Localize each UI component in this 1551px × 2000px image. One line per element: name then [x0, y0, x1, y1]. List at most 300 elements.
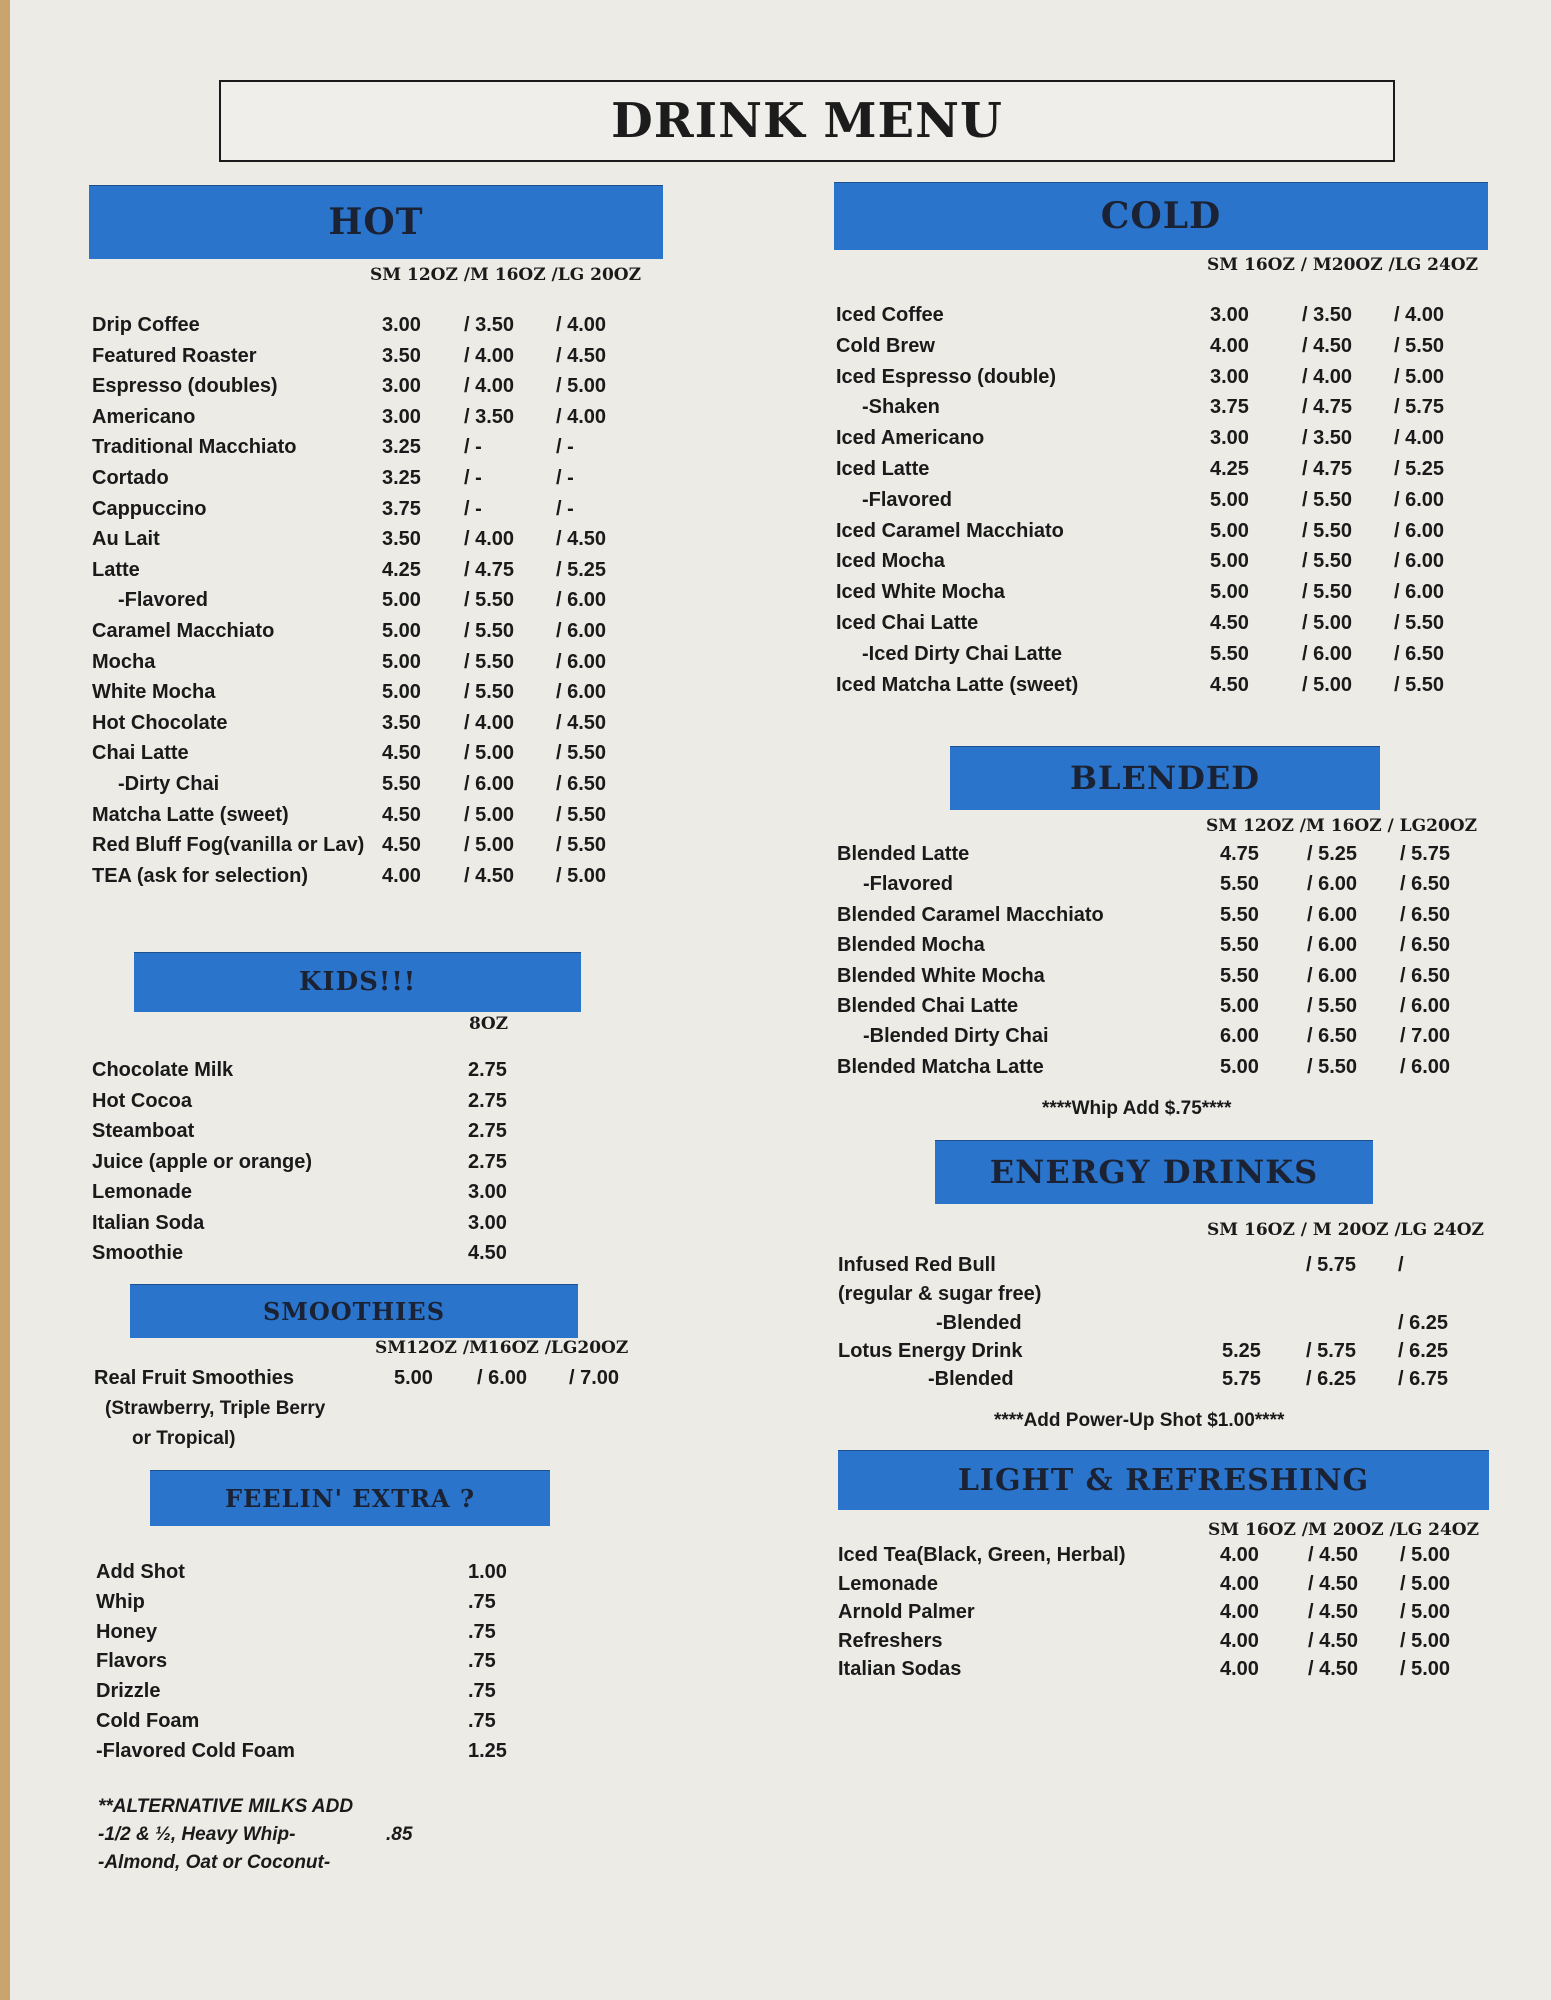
price-medium: / 5.50 [1302, 581, 1353, 604]
item-name: (regular & sugar free) [838, 1283, 1042, 1305]
price-large: / - [556, 497, 574, 520]
item-name: Italian Sodas [838, 1658, 962, 1681]
price-small: 5.00 [382, 589, 421, 612]
item-name: Blended Mocha [837, 934, 985, 957]
price-medium: / 4.50 [464, 864, 515, 887]
price-small: 5.50 [1220, 934, 1259, 957]
kids-menu-row [92, 1181, 552, 1211]
price-medium: / 5.50 [1302, 519, 1353, 542]
item-name: Featured Roaster [92, 344, 257, 367]
alt-milks-line3: -Almond, Oat or Coconut- [98, 1852, 331, 1873]
item-name: -Shaken [862, 396, 940, 419]
item-name: Au Lait [92, 528, 160, 551]
item-name: Iced Mocha [836, 550, 945, 573]
price-small: 3.00 [1210, 427, 1249, 450]
price-small: 4.00 [382, 864, 421, 887]
hot-menu-row [92, 865, 652, 895]
kids-heading: KIDS!!! [298, 967, 417, 997]
price-small: 4.50 [382, 803, 421, 826]
hot-heading: HOT [328, 201, 424, 243]
price-large: / 4.00 [1394, 427, 1445, 450]
smoothies-flavors-line2: or Tropical) [132, 1428, 236, 1449]
price-large: / 6.00 [1394, 519, 1445, 542]
price-small: 5.00 [1220, 1055, 1259, 1078]
price-small: 4.00 [1220, 1544, 1259, 1566]
smoothies-menu-row [94, 1367, 654, 1397]
price-large: / 6.00 [1400, 1055, 1451, 1078]
kids-menu-row [92, 1090, 552, 1120]
item-name: Add Shot [96, 1561, 185, 1583]
light-menu-row [838, 1573, 1488, 1603]
cold-menu-row [836, 674, 1486, 704]
item-name: Real Fruit Smoothies [94, 1367, 295, 1389]
alt-milks-price: .85 [386, 1824, 413, 1845]
extra-menu-row [96, 1680, 556, 1710]
price-large: / 5.25 [1394, 458, 1445, 480]
item-name: Hot Cocoa [92, 1089, 192, 1112]
cold-menu-row [836, 489, 1486, 519]
price-small: 5.50 [1220, 903, 1259, 926]
price-medium: / 5.50 [464, 650, 515, 673]
price-large: / 5.00 [556, 375, 607, 398]
item-name: Lemonade [838, 1572, 939, 1595]
price-small: 3.00 [382, 314, 421, 336]
item-name: -Blended [928, 1368, 1014, 1390]
price-small: 5.00 [1210, 519, 1249, 542]
price-small: 3.75 [382, 497, 421, 520]
item-name: Blended Chai Latte [837, 995, 1019, 1017]
price-small: 4.00 [1220, 1601, 1259, 1624]
price-medium: / 6.00 [1307, 934, 1358, 957]
price-medium: / 4.50 [1308, 1658, 1359, 1681]
price-large: / 5.00 [1400, 1629, 1451, 1652]
item-name: Iced Latte [836, 458, 930, 480]
hot-menu-row [92, 773, 652, 803]
item-name: Steamboat [92, 1120, 195, 1142]
energy-sizes: SM 16OZ / M 20OZ /LG 24OZ [1207, 1220, 1484, 1240]
energy-menu-row [838, 1368, 1488, 1398]
price-medium: / - [464, 436, 482, 459]
price-medium: / 5.00 [1302, 673, 1353, 696]
price-small: 4.50 [468, 1242, 507, 1264]
price-medium: / 5.00 [464, 803, 515, 826]
item-name: Caramel Macchiato [92, 620, 275, 642]
extra-menu-row [96, 1561, 556, 1591]
price-small: .75 [468, 1650, 496, 1673]
price-small: 5.00 [394, 1367, 433, 1389]
smoothies-sizes: SM12OZ /M16OZ /LG20OZ [375, 1338, 629, 1358]
kids-banner [134, 952, 581, 1012]
price-small: 3.00 [468, 1211, 507, 1234]
smoothies-banner [130, 1284, 578, 1338]
item-name: Cold Brew [836, 334, 935, 357]
price-small: 4.00 [1220, 1629, 1259, 1652]
light-banner [838, 1450, 1489, 1510]
price-large: / 6.50 [1400, 934, 1451, 957]
item-name: Cortado [92, 467, 169, 489]
item-name: Blended Matcha Latte [837, 1055, 1044, 1078]
hot-menu-row [92, 345, 652, 375]
price-large: / 4.50 [556, 344, 607, 367]
price-small: 1.00 [468, 1561, 507, 1583]
price-small: 3.00 [1210, 365, 1249, 388]
price-medium: / 4.50 [1308, 1629, 1359, 1652]
price-medium: / 5.50 [464, 681, 515, 704]
item-name: Iced Coffee [836, 304, 944, 326]
price-medium: / 3.50 [464, 314, 515, 336]
blended-menu-row [837, 873, 1487, 903]
price-large: / 6.00 [556, 620, 607, 642]
price-medium: / 4.50 [1302, 334, 1353, 357]
cold-menu-row [836, 366, 1486, 396]
price-large: / - [556, 467, 574, 489]
price-medium: / 4.50 [1308, 1601, 1359, 1624]
extra-menu-row [96, 1591, 556, 1621]
price-large: / 5.50 [556, 742, 607, 765]
kids-menu-row [92, 1212, 552, 1242]
item-name: Iced Caramel Macchiato [836, 519, 1064, 542]
item-name: Red Bluff Fog(vanilla or Lav) [92, 834, 365, 857]
cold-sizes: SM 16OZ / M20OZ /LG 24OZ [1207, 255, 1479, 275]
blended-menu-row [837, 934, 1487, 964]
price-small: 3.75 [1210, 396, 1249, 419]
price-large: / 4.50 [556, 528, 607, 551]
price-small: 4.50 [1210, 673, 1249, 696]
kids-sizes: 8OZ [469, 1014, 509, 1034]
price-medium: / 5.00 [464, 834, 515, 857]
item-name: Chocolate Milk [92, 1059, 234, 1081]
price-small: 5.50 [1220, 873, 1259, 896]
price-large: / 6.00 [1394, 550, 1445, 573]
price-medium: / 5.00 [464, 742, 515, 765]
cold-menu-row [836, 427, 1486, 457]
hot-menu-row [92, 498, 652, 528]
item-name: Blended Latte [837, 843, 970, 865]
price-small: .75 [468, 1680, 496, 1703]
price-large: / 4.00 [556, 314, 607, 336]
price-medium: / 3.50 [1302, 427, 1353, 450]
price-large: / 4.50 [556, 711, 607, 734]
price-large: / 5.50 [556, 803, 607, 826]
cold-menu-row [836, 520, 1486, 550]
item-name: TEA (ask for selection) [92, 864, 308, 887]
hot-menu-row [92, 742, 652, 772]
blended-sizes: SM 12OZ /M 16OZ / LG20OZ [1206, 816, 1478, 836]
price-medium: / 5.50 [464, 620, 515, 642]
light-menu-row [838, 1658, 1488, 1688]
cold-menu-row [836, 458, 1486, 488]
hot-menu-row [92, 804, 652, 834]
price-small: 6.00 [1220, 1025, 1259, 1048]
item-name: Iced Matcha Latte (sweet) [836, 673, 1079, 696]
kids-menu-row [92, 1242, 552, 1272]
energy-menu-row [838, 1312, 1488, 1342]
price-large: / - [556, 436, 574, 459]
price-small: 1.25 [468, 1739, 507, 1762]
hot-menu-row [92, 406, 652, 436]
item-name: -Flavored [863, 873, 954, 896]
price-small: 4.50 [382, 742, 421, 765]
blended-menu-row [837, 1056, 1487, 1086]
item-name: Whip [96, 1590, 145, 1613]
item-name: Arnold Palmer [838, 1601, 975, 1624]
light-menu-row [838, 1601, 1488, 1631]
item-name: Drizzle [96, 1680, 161, 1703]
price-small: 3.00 [468, 1181, 507, 1203]
extra-menu-row [96, 1650, 556, 1680]
item-name: Honey [96, 1620, 158, 1643]
cold-menu-row [836, 612, 1486, 642]
item-name: Hot Chocolate [92, 711, 228, 734]
price-large: / 5.50 [556, 834, 607, 857]
item-name: Mocha [92, 650, 156, 673]
price-medium: / 4.00 [464, 528, 515, 551]
price-small: 2.75 [468, 1089, 507, 1112]
light-menu-row [838, 1544, 1488, 1574]
item-name: -Iced Dirty Chai Latte [862, 642, 1063, 665]
blended-menu-row [837, 965, 1487, 995]
price-small: 4.00 [1210, 334, 1249, 357]
price-medium: / 6.00 [464, 773, 515, 795]
price-small: 5.50 [1220, 964, 1259, 987]
price-large: / 5.75 [1394, 396, 1445, 419]
item-name: Italian Soda [92, 1211, 205, 1234]
price-medium: / 6.00 [1307, 903, 1358, 926]
menu-title: DRINK MENU [611, 93, 1003, 149]
item-name: Iced White Mocha [836, 581, 1005, 604]
item-name: Smoothie [92, 1242, 184, 1264]
price-large: / 7.00 [569, 1367, 620, 1389]
price-small: 3.00 [1210, 304, 1249, 326]
kids-menu-row [92, 1120, 552, 1150]
item-name: -Blended Dirty Chai [863, 1025, 1049, 1048]
price-small: 4.00 [1220, 1658, 1259, 1681]
price-small: 2.75 [468, 1059, 507, 1081]
price-small: 5.75 [1222, 1368, 1261, 1390]
price-large: / 4.00 [1394, 304, 1445, 326]
hot-menu-row [92, 528, 652, 558]
item-name: Iced Chai Latte [836, 612, 979, 634]
item-name: Infused Red Bull [838, 1254, 996, 1276]
price-small: 3.25 [382, 467, 421, 489]
cold-menu-row [836, 304, 1486, 334]
price-large: / 5.00 [1400, 1601, 1451, 1624]
item-name: -Dirty Chai [118, 773, 220, 795]
item-name: Traditional Macchiato [92, 436, 297, 459]
price-large: / 6.50 [556, 773, 607, 795]
price-small: 4.00 [1220, 1572, 1259, 1595]
price-large: / 6.50 [1400, 873, 1451, 896]
item-name: Blended White Mocha [837, 964, 1045, 987]
price-large: / 5.00 [1400, 1544, 1451, 1566]
item-name: Cold Foam [96, 1710, 200, 1732]
item-name: Cappuccino [92, 497, 207, 520]
hot-menu-row [92, 314, 652, 344]
cold-menu-row [836, 396, 1486, 426]
kids-menu-row [92, 1059, 552, 1089]
menu-title-box [219, 80, 1395, 162]
blended-menu-row [837, 904, 1487, 934]
blended-menu-row [837, 1025, 1487, 1055]
whip-note: ****Whip Add $.75**** [1042, 1098, 1232, 1119]
item-name: Americano [92, 405, 196, 428]
price-medium: / 4.00 [1302, 365, 1353, 388]
price-small: 4.50 [382, 834, 421, 857]
price-large: / 6.50 [1400, 964, 1451, 987]
energy-menu-row [838, 1254, 1488, 1284]
extra-heading: FEELIN' EXTRA ? [224, 1483, 476, 1513]
price-medium: / 5.50 [464, 589, 515, 612]
price-medium: / 4.75 [464, 558, 515, 581]
item-name: White Mocha [92, 681, 216, 704]
item-name: Blended Caramel Macchiato [837, 903, 1104, 926]
kids-menu-row [92, 1151, 552, 1181]
menu-sheet [10, 0, 1551, 2000]
cold-menu-row [836, 581, 1486, 611]
price-small: 5.00 [1220, 995, 1259, 1017]
price-small: 3.50 [382, 528, 421, 551]
item-name: Chai Latte [92, 742, 189, 765]
price-medium: / 4.00 [464, 375, 515, 398]
price-large: / 6.75 [1398, 1368, 1449, 1390]
extra-menu-row [96, 1710, 556, 1740]
light-heading: LIGHT & REFRESHING [957, 1462, 1370, 1498]
price-small: 3.50 [382, 711, 421, 734]
price-large: / 6.00 [1400, 995, 1451, 1017]
price-large: / 5.00 [556, 864, 607, 887]
item-name: Espresso (doubles) [92, 375, 278, 398]
price-large: / 5.25 [556, 558, 607, 581]
extra-banner [150, 1470, 550, 1526]
price-medium: / 3.50 [1302, 304, 1353, 326]
price-medium: / 6.00 [1307, 873, 1358, 896]
price-medium: / 4.50 [1308, 1572, 1359, 1595]
price-large: / 6.00 [1394, 581, 1445, 604]
hot-menu-row [92, 375, 652, 405]
price-medium: / - [464, 497, 482, 520]
price-small: 5.00 [1210, 550, 1249, 573]
cold-menu-row [836, 643, 1486, 673]
item-name: -Flavored [118, 589, 209, 612]
blended-banner [950, 746, 1380, 810]
price-medium: / - [464, 467, 482, 489]
hot-banner [89, 185, 663, 259]
light-menu-row [838, 1630, 1488, 1660]
cold-menu-row [836, 550, 1486, 580]
price-large: / 6.00 [556, 681, 607, 704]
energy-menu-row [838, 1283, 1488, 1313]
price-large: / 5.00 [1400, 1572, 1451, 1595]
item-name: -Flavored [862, 488, 953, 511]
energy-heading: ENERGY DRINKS [989, 1153, 1319, 1191]
price-small: 5.25 [1222, 1340, 1261, 1362]
item-name: -Flavored Cold Foam [96, 1739, 295, 1762]
price-small: 5.00 [1210, 581, 1249, 604]
hot-menu-row [92, 467, 652, 497]
price-large: / 5.50 [1394, 334, 1445, 357]
price-small: 4.25 [1210, 458, 1249, 480]
smoothies-flavors-line1: (Strawberry, Triple Berry [105, 1398, 326, 1419]
blended-menu-row [837, 995, 1487, 1025]
hot-menu-row [92, 589, 652, 619]
price-medium: / 5.50 [1302, 550, 1353, 573]
item-name: Refreshers [838, 1629, 943, 1652]
price-small: .75 [468, 1590, 496, 1613]
price-medium: / 4.75 [1302, 458, 1353, 480]
price-large: / 6.50 [1394, 642, 1445, 665]
hot-menu-row [92, 712, 652, 742]
price-small: 4.25 [382, 558, 421, 581]
price-medium: / 5.75 [1306, 1340, 1357, 1362]
hot-menu-row [92, 681, 652, 711]
price-small: 3.00 [382, 405, 421, 428]
item-name: Drip Coffee [92, 314, 200, 336]
item-name: Latte [92, 558, 140, 581]
blended-heading: BLENDED [1069, 759, 1261, 797]
price-medium: / 5.75 [1306, 1254, 1357, 1276]
price-large: / [1398, 1254, 1404, 1276]
price-small: 5.50 [382, 773, 421, 795]
price-small: 5.50 [1210, 642, 1249, 665]
price-large: / 6.00 [556, 650, 607, 673]
price-medium: / 6.00 [1302, 642, 1353, 665]
price-large: / 7.00 [1400, 1025, 1451, 1048]
price-medium: / 4.50 [1308, 1544, 1359, 1566]
price-small: .75 [468, 1710, 496, 1732]
item-name: Lotus Energy Drink [838, 1340, 1023, 1362]
price-medium: / 6.00 [477, 1367, 528, 1389]
price-small: 5.00 [1210, 488, 1249, 511]
price-medium: / 5.50 [1307, 1055, 1358, 1078]
hot-menu-row [92, 651, 652, 681]
price-small: 2.75 [468, 1150, 507, 1173]
item-name: Matcha Latte (sweet) [92, 803, 289, 826]
price-small: 3.00 [382, 375, 421, 398]
price-medium: / 5.50 [1307, 995, 1358, 1017]
price-medium: / 6.25 [1306, 1368, 1357, 1390]
price-large: / 6.25 [1398, 1340, 1449, 1362]
item-name: Lemonade [92, 1181, 193, 1203]
alt-milks-line2: -1/2 & ½, Heavy Whip- [98, 1824, 296, 1845]
hot-menu-row [92, 620, 652, 650]
item-name: Iced Espresso (double) [836, 365, 1057, 388]
hot-menu-row [92, 834, 652, 864]
item-name: Juice (apple or orange) [92, 1150, 313, 1173]
power-up-note: ****Add Power-Up Shot $1.00**** [994, 1410, 1285, 1431]
price-small: 4.50 [1210, 612, 1249, 634]
cold-banner [834, 182, 1488, 250]
price-small: 3.50 [382, 344, 421, 367]
price-large: / 6.00 [556, 589, 607, 612]
alt-milks-line1: **ALTERNATIVE MILKS ADD [98, 1796, 354, 1817]
price-medium: / 5.25 [1307, 843, 1358, 865]
price-medium: / 5.50 [1302, 488, 1353, 511]
light-sizes: SM 16OZ /M 20OZ /LG 24OZ [1208, 1520, 1480, 1540]
item-name: Iced Americano [836, 427, 985, 450]
price-small: 3.25 [382, 436, 421, 459]
price-small: 5.00 [382, 650, 421, 673]
extra-menu-row [96, 1740, 556, 1770]
price-medium: / 4.00 [464, 344, 515, 367]
price-medium: / 3.50 [464, 405, 515, 428]
price-small: .75 [468, 1620, 496, 1643]
price-large: / 6.00 [1394, 488, 1445, 511]
price-large: / 6.50 [1400, 903, 1451, 926]
price-small: 4.75 [1220, 843, 1259, 865]
price-large: / 5.00 [1394, 365, 1445, 388]
energy-banner [935, 1140, 1373, 1204]
smoothies-heading: SMOOTHIES [262, 1296, 446, 1326]
